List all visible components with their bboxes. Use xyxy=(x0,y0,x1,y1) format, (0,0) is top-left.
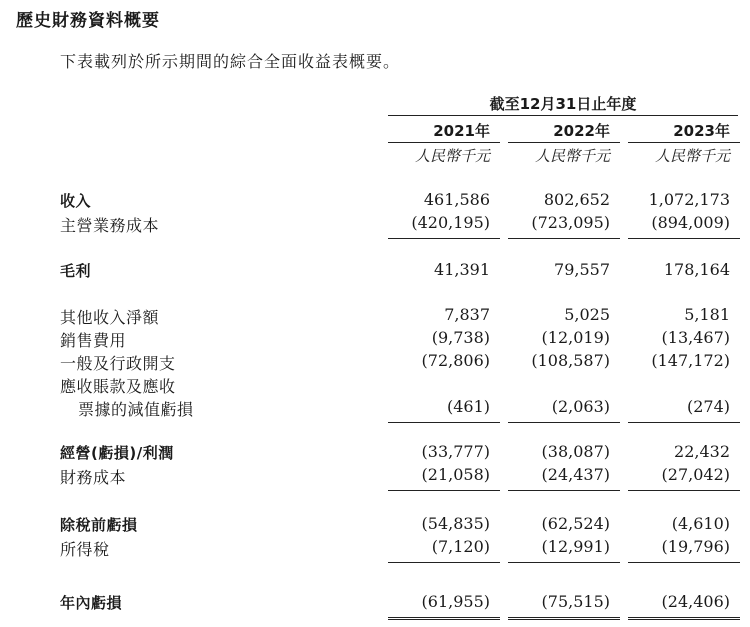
cell-gross-profit-2021: 41,391 xyxy=(434,260,490,279)
column-header-rule xyxy=(388,142,500,143)
cell-admin-expenses-2021: (72,806) xyxy=(421,351,490,370)
cell-gross-profit-2023: 178,164 xyxy=(663,260,730,279)
cell-gross-profit-2022: 79,557 xyxy=(554,260,610,279)
cell-finance-costs-2023: (27,042) xyxy=(661,465,730,484)
subtotal-rule xyxy=(628,490,740,491)
cell-cost-of-sales-2023: (894,009) xyxy=(651,213,730,232)
subtotal-rule xyxy=(628,238,740,239)
cell-loss-for-year-2022: (75,515) xyxy=(541,592,610,611)
column-header-rule xyxy=(628,142,740,143)
cell-operating-result-2022: (38,087) xyxy=(541,442,610,461)
cell-loss-for-year-2021: (61,955) xyxy=(421,592,490,611)
cell-operating-result-2023: 22,432 xyxy=(674,442,730,461)
cell-selling-expenses-2022: (12,019) xyxy=(541,328,610,347)
subtotal-rule xyxy=(388,238,500,239)
column-year-2023: 2023年 xyxy=(673,122,730,140)
total-double-rule xyxy=(628,617,740,620)
subtotal-rule xyxy=(628,422,740,423)
cell-selling-expenses-2021: (9,738) xyxy=(431,328,490,347)
cell-revenue-2022: 802,652 xyxy=(543,190,610,209)
subtotal-rule xyxy=(508,422,620,423)
row-label-impairment-line1: 應收賬款及應收 xyxy=(60,377,176,396)
subtotal-rule xyxy=(508,490,620,491)
cell-loss-before-tax-2023: (4,610) xyxy=(671,514,730,533)
cell-income-tax-2021: (7,120) xyxy=(431,537,490,556)
cell-finance-costs-2021: (21,058) xyxy=(421,465,490,484)
column-year-2021: 2021年 xyxy=(433,122,490,140)
row-label-loss-for-year: 年內虧損 xyxy=(60,594,123,612)
cell-admin-expenses-2022: (108,587) xyxy=(531,351,610,370)
total-double-rule xyxy=(508,617,620,620)
cell-revenue-2023: 1,072,173 xyxy=(648,190,730,209)
cell-loss-before-tax-2022: (62,524) xyxy=(541,514,610,533)
subtotal-rule xyxy=(388,490,500,491)
cell-selling-expenses-2023: (13,467) xyxy=(661,328,730,347)
period-header: 截至12月31日止年度 xyxy=(489,95,637,113)
row-label-impairment-line2: 票據的減值虧損 xyxy=(78,400,194,419)
column-currency-2023: 人民幣千元 xyxy=(654,147,730,165)
row-label-finance-costs: 財務成本 xyxy=(60,468,127,487)
row-label-income-tax: 所得稅 xyxy=(60,540,110,559)
cell-other-income-2021: 7,837 xyxy=(444,305,490,324)
cell-cost-of-sales-2021: (420,195) xyxy=(411,213,490,232)
column-currency-2022: 人民幣千元 xyxy=(534,147,610,165)
cell-finance-costs-2022: (24,437) xyxy=(541,465,610,484)
row-label-revenue: 收入 xyxy=(60,192,92,210)
total-double-rule xyxy=(388,617,500,620)
period-underline xyxy=(388,115,738,116)
cell-income-tax-2022: (12,991) xyxy=(541,537,610,556)
cell-cost-of-sales-2022: (723,095) xyxy=(531,213,610,232)
subtotal-rule xyxy=(388,562,500,563)
row-label-other-income: 其他收入淨額 xyxy=(60,308,160,327)
subtotal-rule xyxy=(508,562,620,563)
column-header-rule xyxy=(508,142,620,143)
row-label-operating-result: 經營(虧損)/利潤 xyxy=(60,444,174,462)
subtotal-rule xyxy=(388,422,500,423)
cell-other-income-2022: 5,025 xyxy=(564,305,610,324)
row-label-cost-of-sales: 主營業務成本 xyxy=(60,216,160,235)
column-currency-2021: 人民幣千元 xyxy=(414,147,490,165)
intro-text: 下表載列於所示期間的綜合全面收益表概要。 xyxy=(60,52,401,71)
cell-impairment-2023: (274) xyxy=(686,397,730,416)
column-year-2022: 2022年 xyxy=(553,122,610,140)
cell-income-tax-2023: (19,796) xyxy=(661,537,730,556)
subtotal-rule xyxy=(628,562,740,563)
section-heading: 歷史財務資料概要 xyxy=(16,11,160,31)
row-label-admin-expenses: 一般及行政開支 xyxy=(60,354,176,373)
cell-other-income-2023: 5,181 xyxy=(684,305,730,324)
row-label-selling-expenses: 銷售費用 xyxy=(60,331,127,350)
row-label-loss-before-tax: 除稅前虧損 xyxy=(60,516,138,534)
row-label-gross-profit: 毛利 xyxy=(60,262,92,280)
cell-admin-expenses-2023: (147,172) xyxy=(651,351,730,370)
subtotal-rule xyxy=(508,238,620,239)
cell-operating-result-2021: (33,777) xyxy=(421,442,490,461)
cell-impairment-2021: (461) xyxy=(446,397,490,416)
cell-revenue-2021: 461,586 xyxy=(423,190,490,209)
cell-loss-before-tax-2021: (54,835) xyxy=(421,514,490,533)
cell-loss-for-year-2023: (24,406) xyxy=(661,592,730,611)
cell-impairment-2022: (2,063) xyxy=(551,397,610,416)
